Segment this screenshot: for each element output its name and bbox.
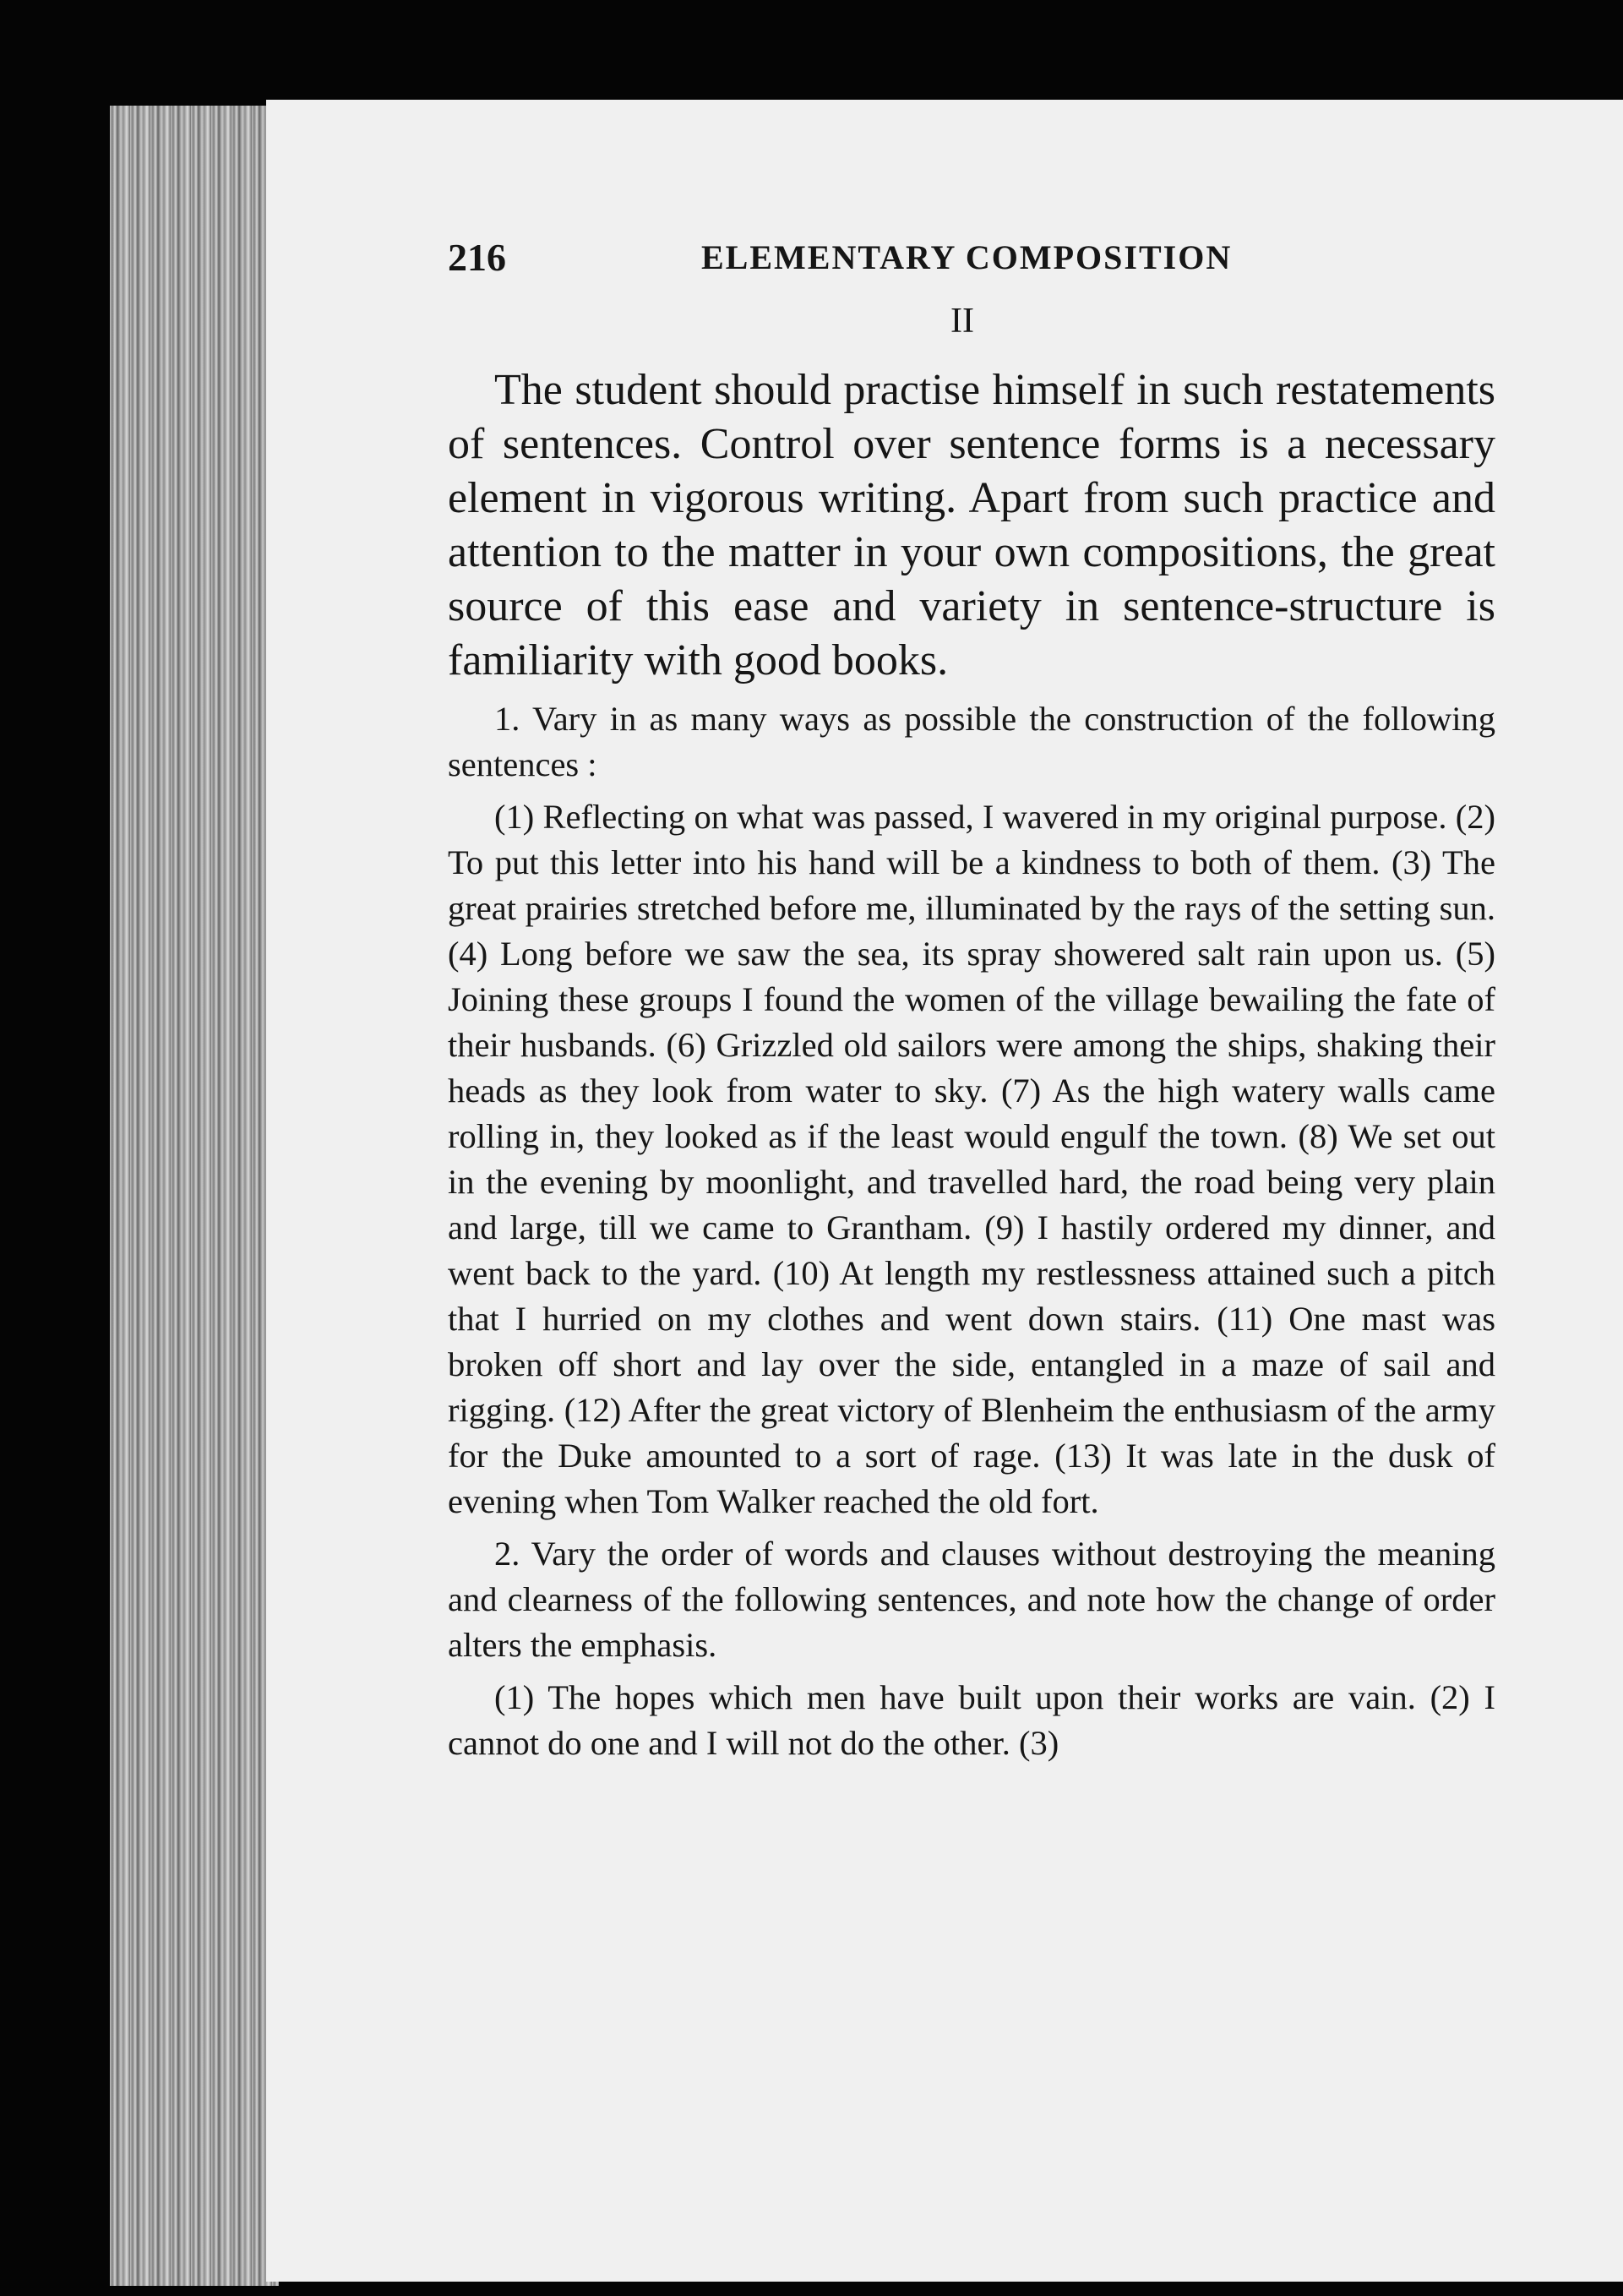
sentence: (3) The great prairies stretched before me, illuminated by the rays of the setting sun. bbox=[448, 843, 1495, 927]
sentence: (2) I cannot do one and I will not do the other. bbox=[448, 1678, 1495, 1762]
sentence: (1) The hopes which men have built upon their works are vain. bbox=[494, 1678, 1416, 1716]
exercise-2-sentences bbox=[448, 1675, 1495, 1766]
page-text bbox=[448, 228, 1495, 1773]
running-head bbox=[448, 228, 1495, 287]
page-number: 216 bbox=[448, 236, 506, 279]
sentence: (2) To put this letter into his hand will be a kindness to both of them. bbox=[448, 798, 1495, 881]
sentence: (6) Grizzled old sailors were among the ships, shaking their heads as they look from water to sky. bbox=[448, 1026, 1495, 1110]
exercise-1-instruction: 1. Vary in as many ways as possible the construction of the following sentences : bbox=[448, 700, 1495, 783]
section-number: II bbox=[950, 302, 974, 341]
sentence: (8) We set out in the evening by moonlight, and travelled hard, the road being very plain and large, till we came to Grantham. bbox=[448, 1117, 1495, 1246]
lead-paragraph: The student should practise himself in such restatements of sentences. Control over sentence forms is a necessary element in vigorous writing. Apart from such practice and attention to the matter in your own compositions, the great source of this ease and variety in sentence-structure is familiarity with good books. bbox=[448, 366, 1495, 684]
sentence: (12) After the great victory of Blenheim the enthusiasm of the army for the Duke amounted to a sort of rage. bbox=[448, 1391, 1496, 1475]
sentence: (13) It was late in the dusk of evening when Tom Walker reached the old fort. bbox=[448, 1437, 1495, 1520]
exercise-2-instruction: 2. Vary the order of words and clauses without destroying the meaning and clearness of the following sentences, and note how the change of order alters the emphasis. bbox=[448, 1535, 1495, 1664]
book-page-edges bbox=[110, 106, 279, 2286]
sentence: (7) As the high watery walls came rolling in, they looked as if the least would engulf the town. bbox=[448, 1072, 1496, 1155]
running-title: ELEMENTARY COMPOSITION bbox=[701, 238, 1233, 276]
sentence: (10) At length my restlessness attained such a pitch that I hurried on my clothes and went down stairs. bbox=[448, 1254, 1496, 1338]
sentence: (9) I hastily ordered my dinner, and went back to the yard. bbox=[448, 1208, 1495, 1292]
sentence: (1) Reflecting on what was passed, I wavered in my original purpose. bbox=[494, 798, 1447, 836]
sentence: (3) bbox=[1018, 1724, 1059, 1762]
sentence: (4) Long before we saw the sea, its spray showered salt rain upon us. bbox=[448, 935, 1443, 973]
sentence: (5) Joining these groups I found the women of the village bewailing the fate of their husbands. bbox=[448, 935, 1495, 1064]
sentence: (11) One mast was broken off short and lay over the side, entangled in a maze of sail and rigging. bbox=[448, 1300, 1496, 1429]
exercise-1-sentences bbox=[448, 794, 1495, 1524]
